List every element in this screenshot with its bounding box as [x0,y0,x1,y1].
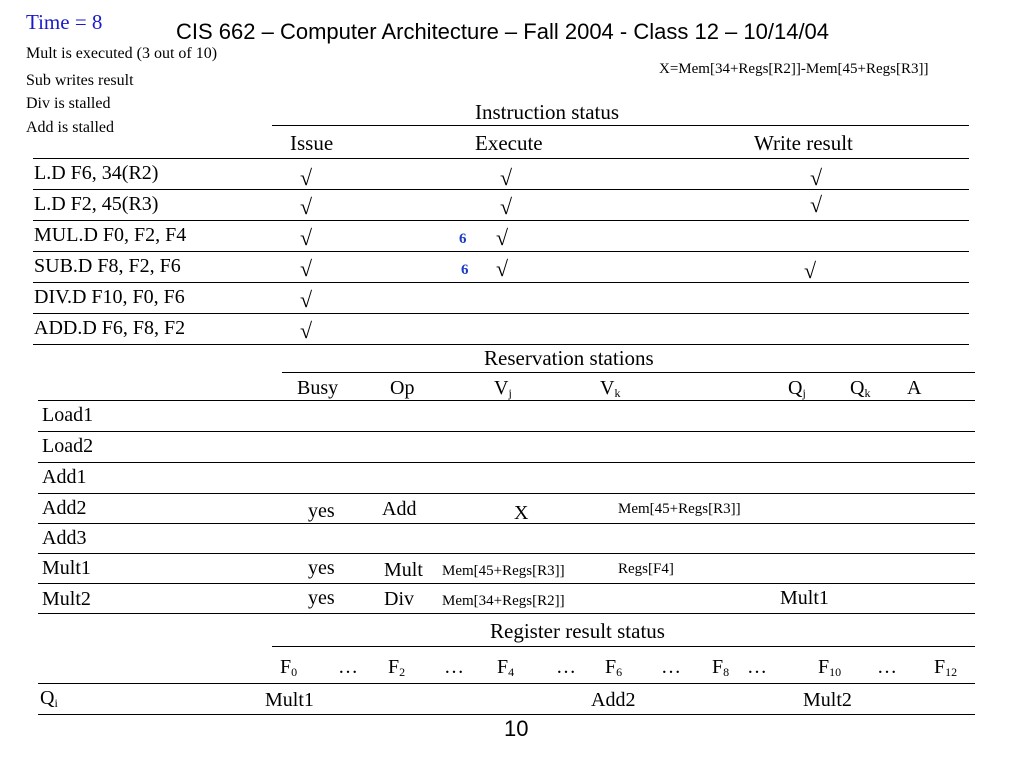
check-mark: √ [300,194,313,219]
reg-sub: 6 [616,665,623,679]
time-label: Time = 8 [26,10,103,34]
rs-vj: X [514,502,529,524]
reg-f2 [388,656,405,678]
reg-ellipsis: … [556,656,576,678]
divider [38,400,975,401]
rs-name-load1: Load1 [42,404,94,426]
latency-value: 6 [459,231,467,247]
reg-f4 [497,656,514,678]
qi-f10: Mult2 [803,689,852,711]
instr-label: MUL.D F0, F2, F4 [34,224,187,246]
reg-f0 [280,656,297,678]
rs-vj: Mem[45+Regs[R3]] [442,563,565,579]
note-sub-writes: Sub writes result [26,72,134,89]
rs-name-load2: Load2 [42,435,94,457]
check-mark: √ [810,192,823,217]
check-mark: √ [300,318,313,343]
divider [272,125,969,126]
rs-name-add3: Add3 [42,527,87,549]
reg-name: F [605,656,617,678]
reg-name: F [712,656,724,678]
rs-qj: Mult1 [780,587,829,609]
qi-f6: Add2 [591,689,636,711]
divider [33,313,969,314]
reg-name: F [934,656,946,678]
divider [38,523,975,524]
col-execute: Execute [475,131,543,155]
rs-op: Div [384,588,414,610]
reg-sub: 12 [945,665,958,679]
rs-op: Mult [384,559,423,581]
divider [33,220,969,221]
latency-value: 6 [461,262,469,278]
reg-sub: 0 [291,665,298,679]
divider [33,282,969,283]
register-status-title: Register result status [490,619,665,643]
instr-label: DIV.D F10, F0, F6 [34,286,185,308]
col-qj [788,377,806,399]
rs-name-add2: Add2 [42,497,87,519]
col-qk-sub: k [864,386,871,400]
reg-f12 [934,656,957,678]
rs-vj: Mem[34+Regs[R2]] [442,593,565,609]
divider [38,493,975,494]
col-qj-sub: j [802,386,806,400]
col-vj-sub: j [508,386,512,400]
qi-label: Q [40,687,55,709]
reg-f8 [712,656,729,678]
check-mark: √ [500,165,513,190]
page-number: 10 [504,716,529,741]
instr-label: ADD.D F6, F8, F2 [34,317,186,339]
reg-name: F [818,656,830,678]
rs-name-mult2: Mult2 [42,588,91,610]
check-mark: √ [500,194,513,219]
rs-vk: Regs[F4] [618,561,674,577]
col-qk [850,377,870,399]
reg-f10 [818,656,841,678]
col-a: A [907,377,922,399]
slide-title: CIS 662 – Computer Architecture – Fall 2004 - Class 12 – 10/14/04 [176,19,830,44]
divider [33,344,969,345]
check-mark: √ [496,256,509,281]
reg-ellipsis: … [444,656,464,678]
check-mark: √ [300,287,313,312]
reg-ellipsis: … [661,656,681,678]
divider [282,372,975,373]
qi-row-label [40,687,58,709]
instruction-status-title: Instruction status [475,100,620,124]
rs-busy: yes [308,587,335,609]
col-vk [600,377,620,399]
divider [38,462,975,463]
reg-name: F [280,656,292,678]
col-qj-main: Q [788,377,803,399]
rs-name-add1: Add1 [42,466,87,488]
formula-x: X=Mem[34+Regs[R2]]-Mem[45+Regs[R3]] [659,61,929,77]
reg-ellipsis: … [877,656,897,678]
check-mark: √ [300,165,313,190]
col-vk-main: V [600,377,615,399]
reservation-stations-title: Reservation stations [484,346,654,370]
check-mark: √ [496,225,509,250]
col-issue: Issue [290,131,334,155]
divider [33,189,969,190]
divider [38,683,975,684]
check-mark: √ [804,258,817,283]
note-add-stalled: Add is stalled [26,119,114,136]
check-mark: √ [810,165,823,190]
reg-sub: 8 [723,665,730,679]
reg-ellipsis: … [338,656,358,678]
reg-name: F [388,656,400,678]
divider [33,158,969,159]
col-vk-sub: k [614,386,621,400]
col-write-result: Write result [754,131,853,155]
reg-sub: 4 [508,665,515,679]
reg-sub: 2 [399,665,406,679]
instr-label: L.D F2, 45(R3) [34,193,159,215]
instr-label: L.D F6, 34(R2) [34,162,159,184]
instr-label: SUB.D F8, F2, F6 [34,255,181,277]
divider [38,431,975,432]
check-mark: √ [300,225,313,250]
rs-op: Add [382,498,417,520]
divider [272,646,975,647]
rs-busy: yes [308,500,335,522]
reg-f6 [605,656,622,678]
reg-name: F [497,656,509,678]
note-mult-executed: Mult is executed (3 out of 10) [26,45,218,62]
col-qk-main: Q [850,377,865,399]
rs-vk: Mem[45+Regs[R3]] [618,501,741,517]
reg-ellipsis: … [747,656,767,678]
check-mark: √ [300,256,313,281]
rs-name-mult1: Mult1 [42,557,91,579]
divider [38,714,975,715]
col-busy: Busy [297,377,339,399]
col-vj-main: V [494,377,509,399]
col-op: Op [390,377,415,399]
divider [33,251,969,252]
qi-label-sub: i [54,696,58,710]
divider [38,613,975,614]
rs-busy: yes [308,557,335,579]
col-vj [494,377,512,399]
divider [38,583,975,584]
qi-f0: Mult1 [265,689,314,711]
note-div-stalled: Div is stalled [26,95,111,112]
divider [38,553,975,554]
reg-sub: 10 [829,665,842,679]
